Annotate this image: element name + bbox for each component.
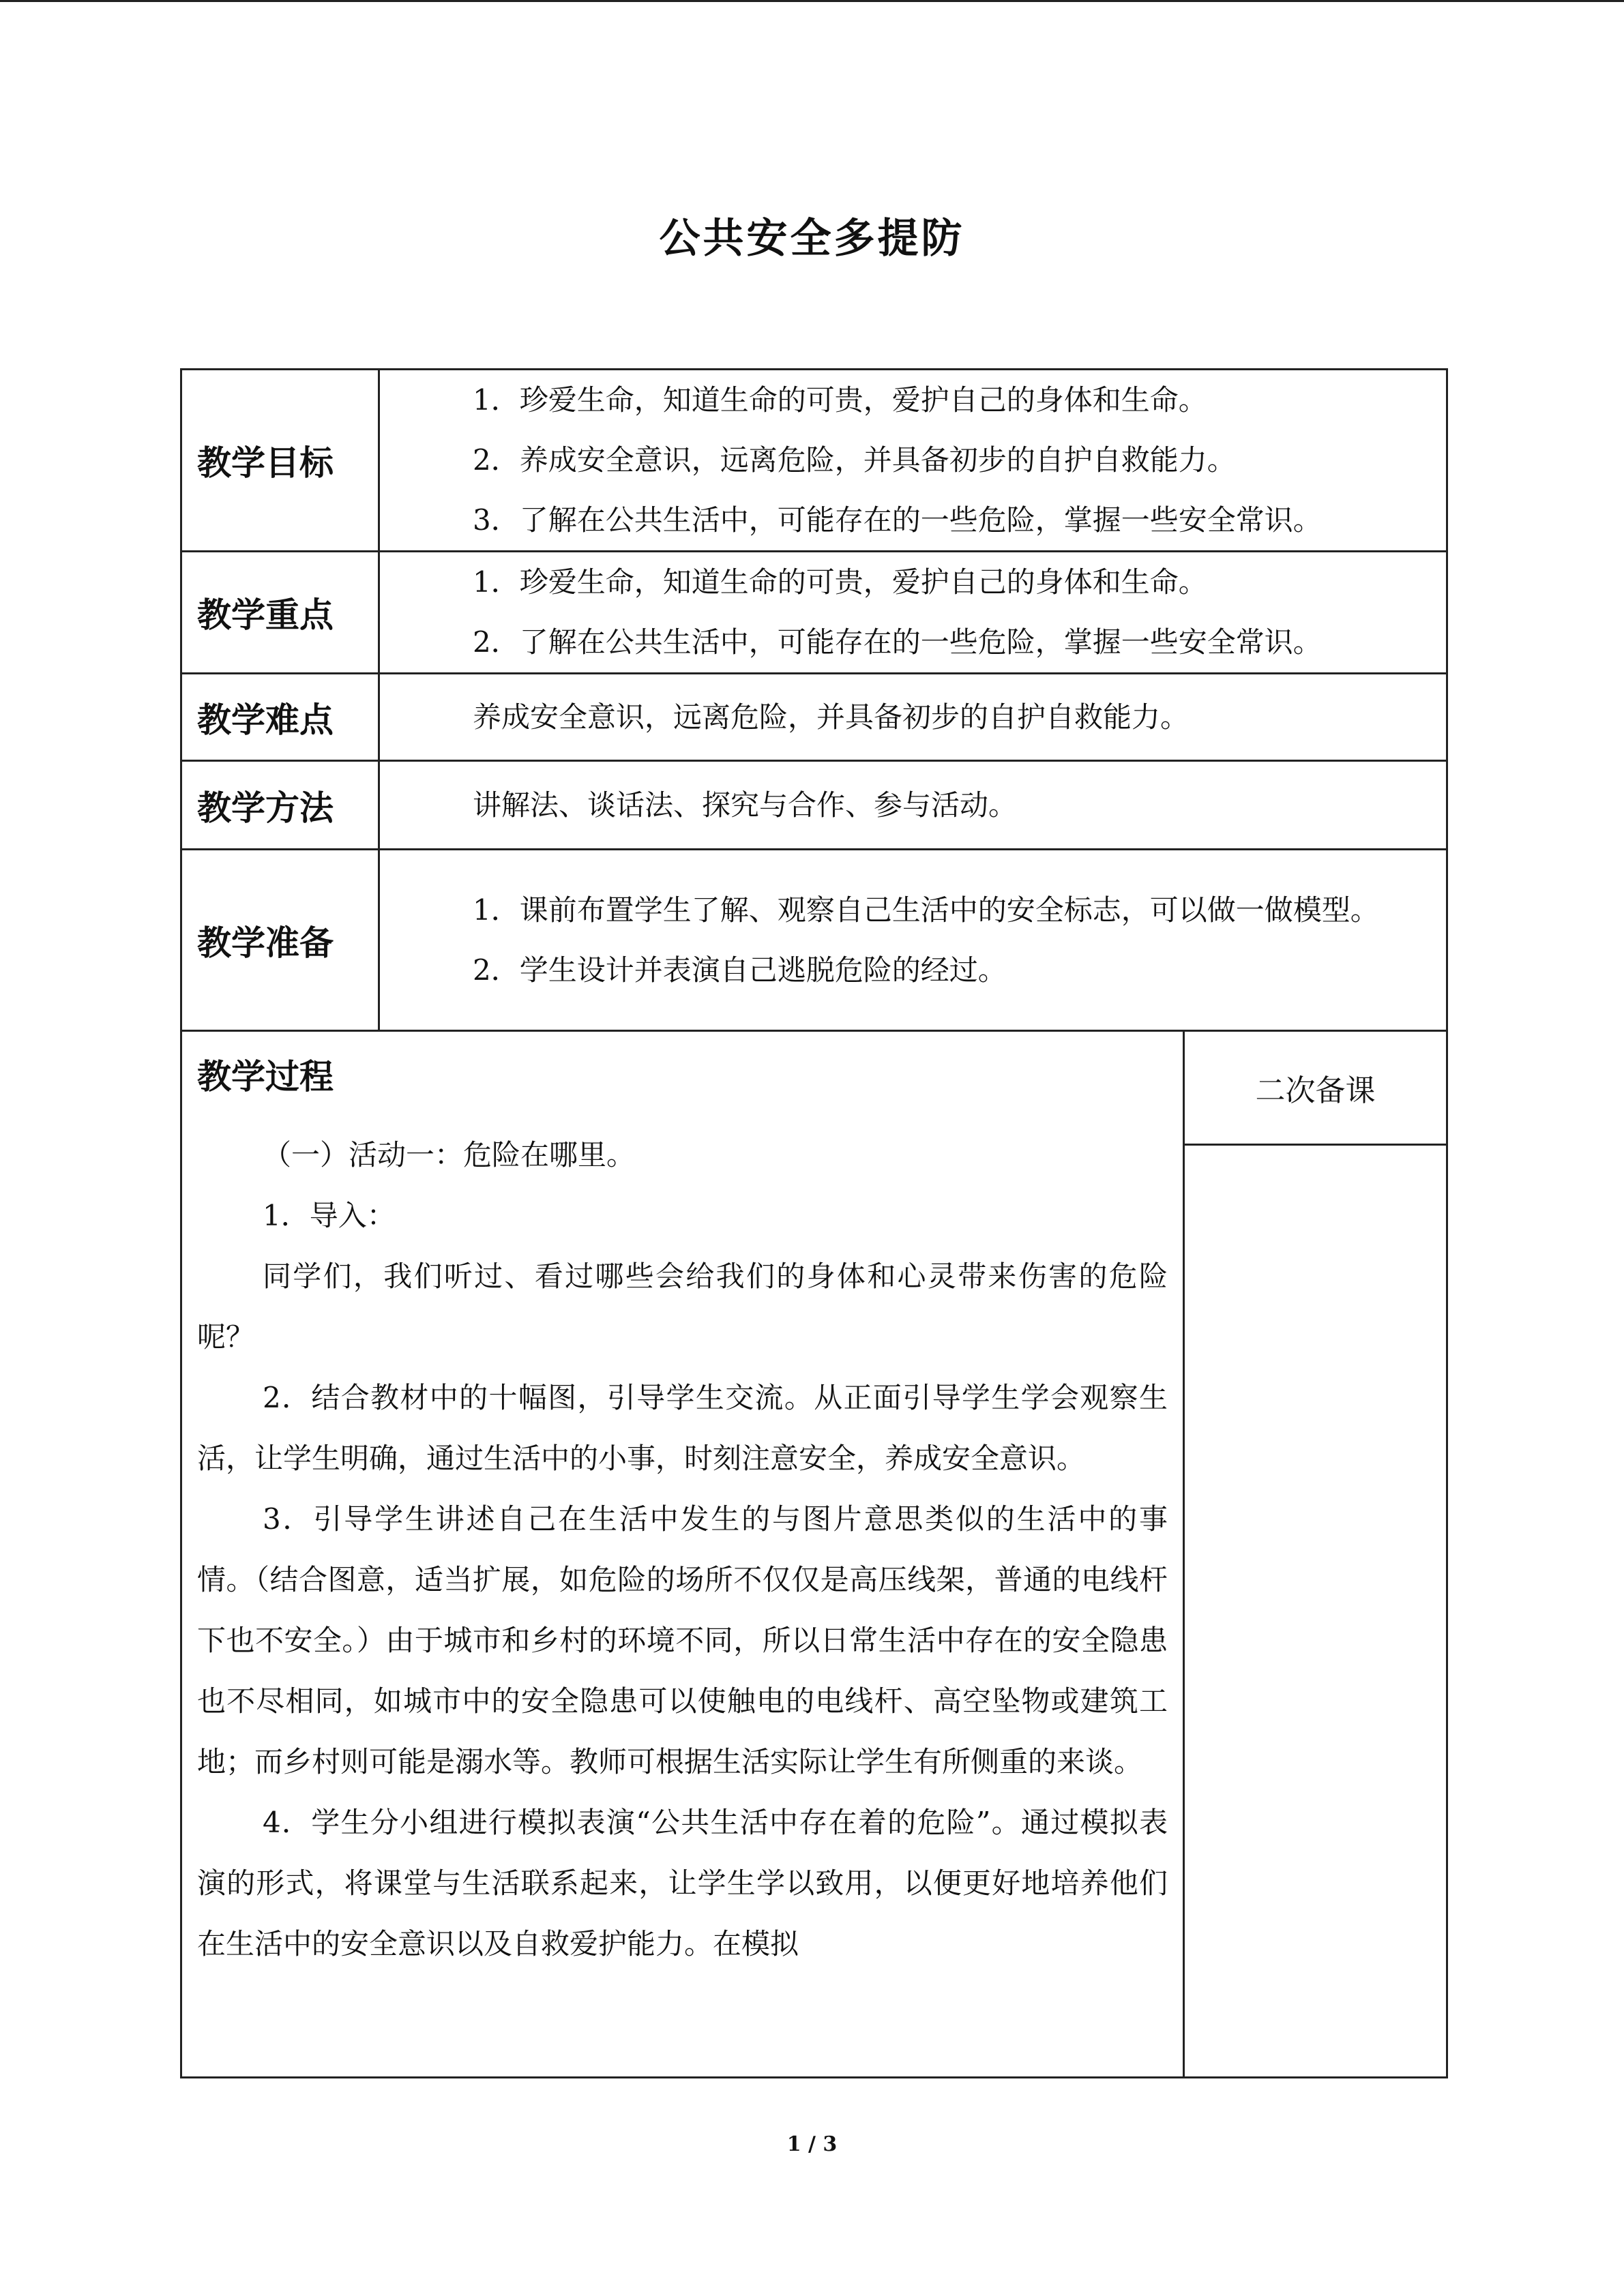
goals-line-1: 1．珍爱生命，知道生命的可贵，爱护自己的身体和生命。 (473, 383, 1207, 417)
goals-line-3: 3．了解在公共生活中，可能存在的一些危险，掌握一些安全常识。 (473, 503, 1322, 537)
process-paragraph: 3．引导学生讲述自己在生活中发生的与图片意思类似的生活中的事情。（结合图意，适当扩展，如危险的场所不仅仅是高压线架，普通的电线杆下也不安全。）由于城市和乡村的环境不同，所以日常生活中存在的安全隐患也不尽相同，如城市中的安全隐患可以使触电的电线杆、高空坠物或建筑工地；而乡村则可能是溺水等。教师可根据生活实际让学生有所侧重的来谈。 (197, 1502, 1168, 1778)
preparation-content (379, 850, 1447, 1031)
difficulties-row (181, 674, 1447, 761)
methods-content (379, 761, 1447, 850)
key-points-line-2: 2．了解在公共生活中，可能存在的一些危险，掌握一些安全常识。 (473, 625, 1322, 659)
process-paragraph: 4．学生分小组进行模拟表演“公共生活中存在着的危险”。通过模拟表演的形式，将课堂与生活联系起来，让学生学以致用，以便更好地培养他们在生活中的安全意识以及自救爱护能力。在模拟 (197, 1806, 1168, 1960)
preparation-row (181, 850, 1447, 1031)
backup-notes-area (1184, 1145, 1447, 2078)
preparation-label: 教学准备 (181, 850, 379, 1031)
process-header-row (181, 1031, 1447, 1145)
key-points-label: 教学重点 (181, 552, 379, 674)
goals-label: 教学目标 (181, 370, 379, 552)
document-title: 公共安全多提防 (659, 215, 965, 263)
backup-label: 二次备课 (1184, 1031, 1447, 1145)
process-paragraph: 1．导入： (263, 1199, 396, 1232)
methods-label: 教学方法 (181, 761, 379, 850)
goals-content (379, 370, 1447, 552)
preparation-line-2: 2．学生设计并表演自己逃脱危险的经过。 (473, 953, 1007, 987)
key-points-row (181, 552, 1447, 674)
process-label: 教学过程 (197, 1057, 334, 1097)
process-paragraph: 2．结合教材中的十幅图，引导学生交流。从正面引导学生学会观察生活，让学生明确，通过生活中的小事，时刻注意安全，养成安全意识。 (197, 1381, 1168, 1475)
goals-row (181, 370, 1447, 552)
process-section (181, 1031, 1184, 2078)
methods-row (181, 761, 1447, 850)
difficulties-label: 教学难点 (181, 674, 379, 761)
methods-text: 讲解法、谈话法、探究与合作、参与活动。 (473, 788, 1018, 822)
difficulties-text: 养成安全意识，远离危险，并具备初步的自护自救能力。 (473, 700, 1190, 734)
page-top-border (0, 0, 1624, 2)
goals-line-2: 2．养成安全意识，远离危险，并具备初步的自护自救能力。 (473, 443, 1236, 477)
page-number: 1 / 3 (786, 2132, 838, 2156)
key-points-line-1: 1．珍爱生命，知道生命的可贵，爱护自己的身体和生命。 (473, 565, 1207, 599)
process-paragraph: 同学们，我们听过、看过哪些会给我们的身体和心灵带来伤害的危险呢？ (197, 1259, 1168, 1354)
process-paragraph: （一）活动一：危险在哪里。 (263, 1138, 636, 1172)
lesson-plan-table (180, 368, 1448, 2078)
key-points-content (379, 552, 1447, 674)
difficulties-content (379, 674, 1447, 761)
preparation-line-1: 1．课前布置学生了解、观察自己生活中的安全标志，可以做一做模型。 (473, 893, 1379, 927)
process-body (197, 1124, 1168, 1974)
